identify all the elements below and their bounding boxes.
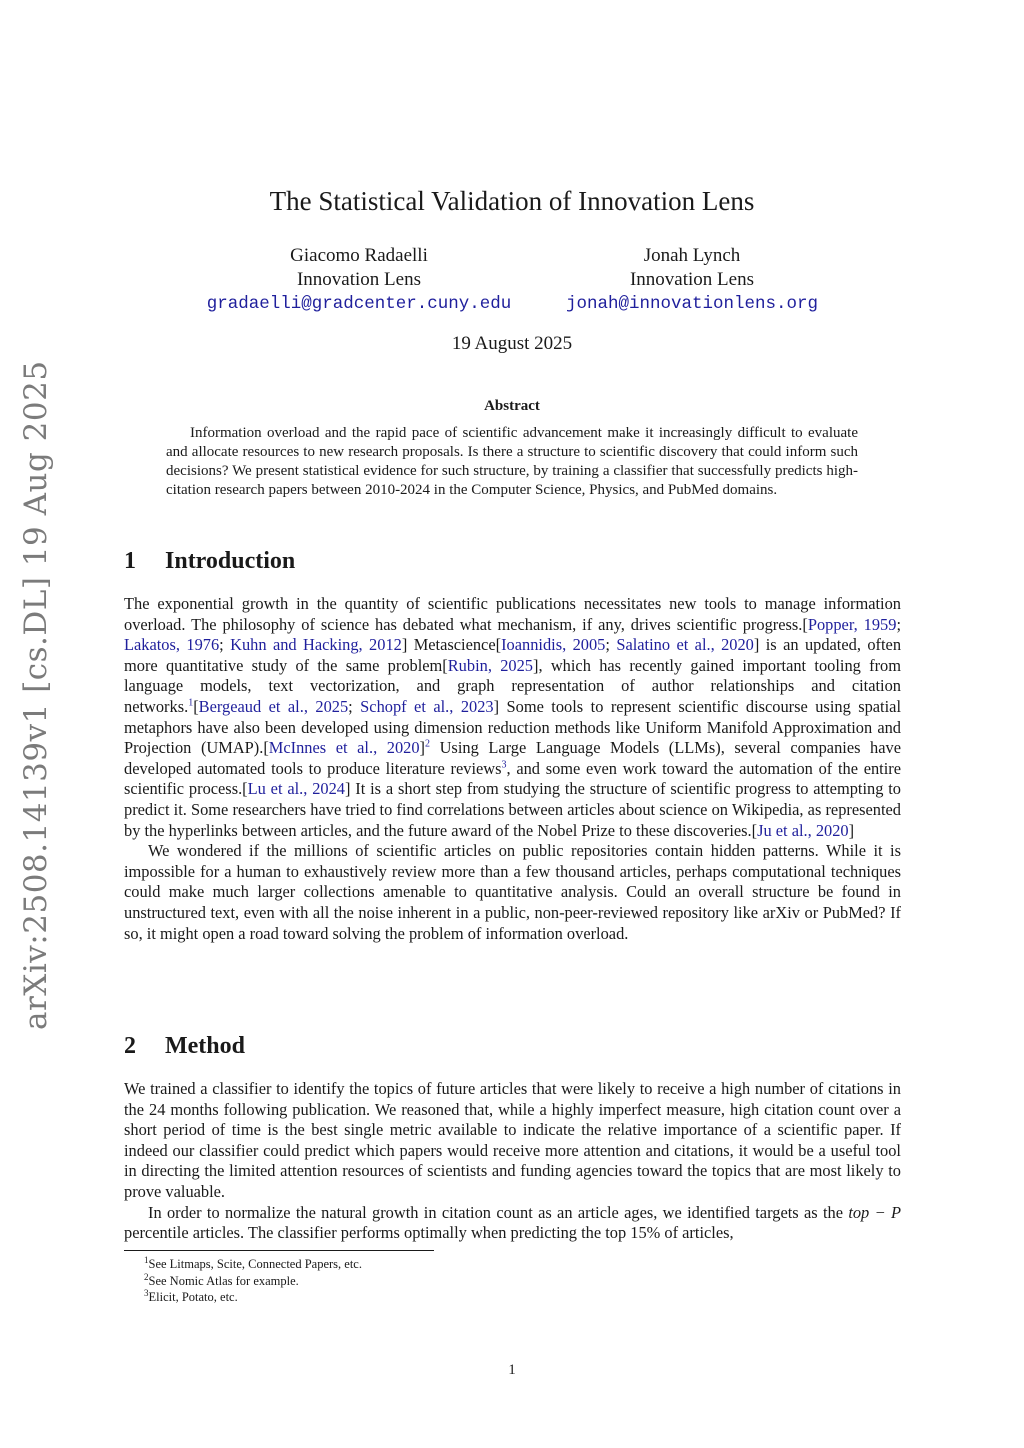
citation-link[interactable]: Lakatos, 1976: [124, 635, 220, 655]
paragraph: We wondered if the millions of scientific articles on public repositories contain hidden patterns. While it is impossible for a human to exhaustively review more than a few thousand articles, perhaps computational techniques could make much larger collections amenable to quantitative analysis. Could an overall structure be found in unstructured text, even with all the noise inherent in a public, non-peer-reviewed repository like arXiv or PubMed? If so, it might open a road toward solving the problem of information overload.: [124, 841, 901, 943]
footnote: $^3$Elicit, Potato, etc.: [144, 1287, 238, 1304]
paper-date: 19 August 2025: [451, 333, 573, 354]
footnote-marker[interactable]: 2: [425, 738, 431, 750]
paragraph: The exponential growth in the quantity of scientific publications necessitates new tools to manage information overload. The philosophy of science has debated what mechanism, if any, drives scientific progress.[Popper, 1959; Lakatos, 1976; Kuhn and Hacking, 2012] Metascience[Ioannidis, 2005; Salatino et al., 2020] is an updated, often more quantitative study of the same problem[Rubin, 2025], which has recently gained important tooling from language models, text vectorization, and graph representation of author relationships and citation networks.$^1$[Bergeaud et al., 2025; Schopf et al., 2023] Some tools to represent scientific discourse using spatial metaphors have also been developed using dimension reduction methods like Uniform Manifold Approximation and Projection (UMAP).[McInnes et al., 2020]$^2$ Using Large Language Models (LLMs), several companies have developed automated tools to produce literature reviews$^3$, and some even work toward the automation of the entire scientific process.[Lu et al., 2024] It is a short step from studying the structure of scientific progress to attempting to predict it. Some researchers have tried to find correlations between articles about science on Wikipedia, as represented by the hyperlinks between articles, and the future award of the Nobel Prize to these discoveries.[Ju et al., 2020]: [124, 594, 902, 840]
footnote-marker[interactable]: 1: [188, 697, 194, 709]
author-name: Giacomo Radaelli: [290, 245, 428, 266]
footnote-divider: [124, 1250, 434, 1251]
footnotes: [144, 1256, 362, 1306]
abstract-text: Information overload and the rapid pace of scientific advancement make it increasingly difficult to evaluate and allocate resources to new research proposals. Is there a structure to scientific discovery that could inform such decisions? We present statistical evidence for such structure, by training a classifier that successfully predicts high-citation research papers between 2010-2024 in the Computer Science, Physics, and PubMed domains.: [166, 425, 858, 498]
method-body: [124, 1079, 901, 1244]
section-heading-introduction: [124, 548, 295, 575]
section-number: 1: [124, 548, 136, 574]
section-title: Introduction: [165, 548, 296, 574]
citation-link[interactable]: Kuhn and Hacking, 2012: [230, 635, 402, 655]
author-name: Jonah Lynch: [643, 245, 741, 266]
author-block: [560, 244, 824, 316]
footnote-marker[interactable]: 3: [501, 759, 507, 771]
citation-link[interactable]: Salatino et al., 2020: [616, 635, 754, 655]
paragraph: In order to normalize the natural growth in citation count as an article ages, we identified targets as the top − P percentile articles. The classifier performs optimally when predicting the top 15% of articles,: [124, 1202, 901, 1243]
arxiv-identifier: arXiv:2508.14139v1 [cs.DL] 19 Aug 2025: [18, 360, 54, 1030]
citation-link[interactable]: Rubin, 2025: [447, 655, 533, 675]
citation-link[interactable]: Ioannidis, 2005: [501, 635, 606, 655]
citation-link[interactable]: Lu et al., 2024: [247, 779, 345, 799]
paragraph: We trained a classifier to identify the topics of future articles that were likely to receive a high number of citations in the 24 months following publication. We reasoned that, while a highly imperfect measure, high citation count over a short period of time is the best single metric available to indicate the relative importance of a scientific paper. If indeed our classifier could predict which papers would receive more attention and citations, it would be a useful tool in directing the limited attention resources of scientists and funding agencies toward the topics that are most likely to prove valuable.: [124, 1079, 901, 1201]
author-email-link[interactable]: jonah@innovationlens.org: [565, 294, 819, 314]
section-title: Method: [165, 1033, 245, 1059]
citation-link[interactable]: Popper, 1959: [807, 614, 897, 634]
footnote-mark: 3: [144, 1287, 149, 1298]
abstract-heading: Abstract: [484, 398, 540, 414]
author-block: [200, 244, 518, 316]
footnote-mark: 1: [144, 1254, 149, 1265]
introduction-body: [124, 594, 901, 944]
citation-link[interactable]: McInnes et al., 2020: [268, 738, 420, 758]
page-number: 1: [508, 1362, 516, 1378]
author-affiliation: Innovation Lens: [296, 269, 421, 290]
footnote: $^2$See Nomic Atlas for example.: [144, 1271, 299, 1288]
paper-title: The Statistical Validation of Innovation Lens: [269, 186, 755, 216]
section-number: 2: [124, 1033, 136, 1059]
author-affiliation: Innovation Lens: [629, 269, 754, 290]
section-heading-method: [124, 1033, 245, 1060]
math-expression: top − P: [848, 1202, 901, 1222]
citation-link[interactable]: Ju et al., 2020: [757, 820, 849, 840]
footnote-mark: 2: [144, 1271, 149, 1282]
footnote: $^1$See Litmaps, Scite, Connected Papers, etc.: [144, 1254, 362, 1271]
citation-link[interactable]: Schopf et al., 2023: [360, 696, 494, 716]
citation-link[interactable]: Bergeaud et al., 2025: [198, 696, 349, 716]
author-email-link[interactable]: gradaelli@gradcenter.cuny.edu: [206, 294, 512, 314]
